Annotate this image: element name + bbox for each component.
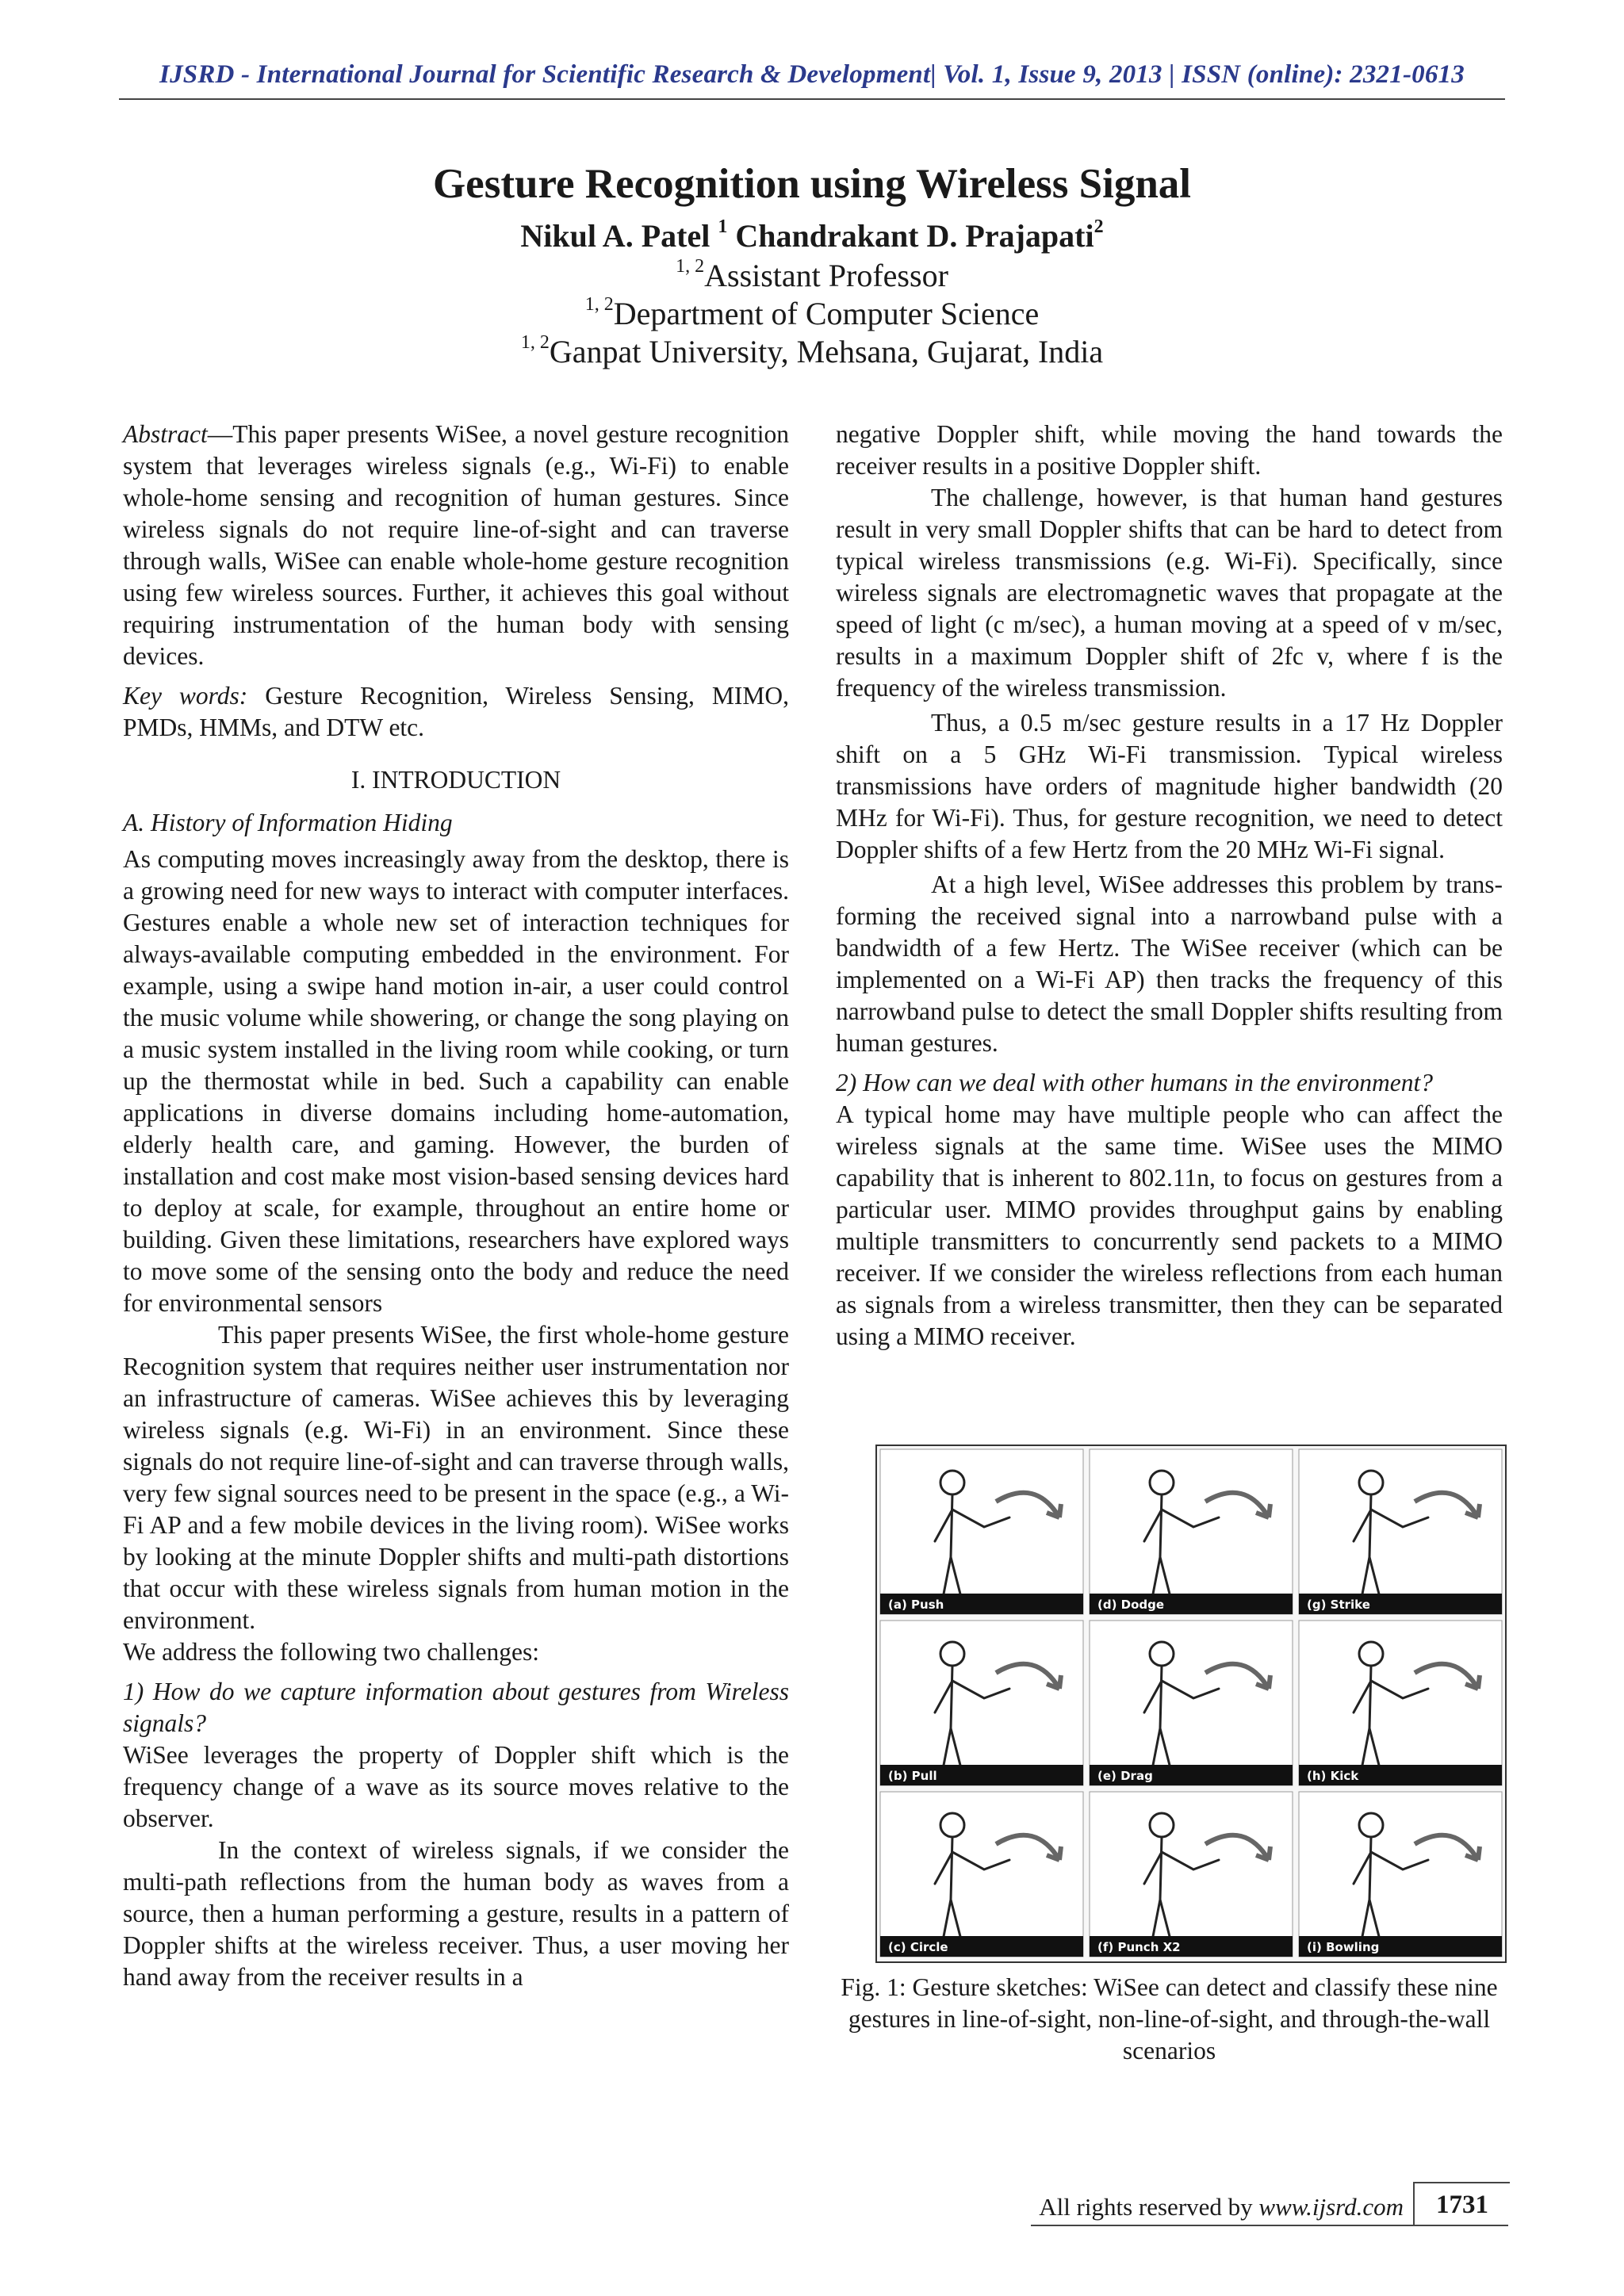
gesture-cell (1090, 1449, 1293, 1614)
gesture-cell (880, 1621, 1083, 1785)
paper-title: Gesture Recognition using Wireless Signal (432, 161, 1192, 207)
gesture-label: (f) Punch X2 (1097, 1940, 1181, 1954)
section-heading-introduction: I. INTRODUCTION (350, 766, 561, 794)
gesture-label: (e) Drag (1097, 1769, 1153, 1783)
footer-divider (1031, 2225, 1508, 2226)
paragraph: We address the following two challenges: (123, 1638, 539, 1666)
gesture-cell (1090, 1792, 1293, 1957)
footer-rights: All rights reserved by www.ijsrd.com (1039, 2193, 1404, 2221)
footer-site-link: www.ijsrd.com (1258, 2193, 1404, 2221)
gesture-label: (b) Pull (888, 1769, 937, 1783)
gesture-cell (880, 1449, 1083, 1614)
gesture-cell (1090, 1621, 1293, 1785)
paragraph: This paper presents WiSee, the first whole-home gesture Recognition system that requires neither user instrumentation nor an infrastructure of cameras. WiSee achieves this by leveraging wireless signals (e.g. Wi-Fi) in an environment. Since these signals do not require line-of-sight and can traverse through walls, very few signal sources need to be present in the space (e.g., a Wi-Fi AP and a few mobile devices in the living room). WiSee works by looking at the minute Doppler shifts and multi-path distortions that occur with these wireless signals from human motion in the environment. (123, 1321, 789, 1634)
page-number: 1731 (1413, 2182, 1510, 2226)
gesture-sketch-grid (877, 1446, 1505, 1961)
paragraph: WiSee leverages the property of Doppler shift which is the frequency change of a wave as its source moves relative to the observer. (123, 1741, 789, 1832)
figure-caption: Fig. 1: Gesture sketches: WiSee can detect and classify these nine gestures in line-of-sight, non-line-of-sight, and through-the-wall scenarios (841, 1973, 1498, 2064)
journal-header: IJSRD - International Journal for Scientific Research & Development| Vol. 1, Issue 9, 2013 | ISSN (online): 2321-0613 (159, 60, 1465, 89)
author-line (0, 217, 1624, 254)
keywords: Key words: Gesture Recognition, Wireless Sensing, MIMO, PMDs, HMMs, and DTW etc. (123, 682, 789, 741)
gesture-cell (1299, 1449, 1502, 1614)
paragraph: As computing moves increasingly away from the desktop, there is a growing need for new ways to interact with computer interfaces. Gestures enable a whole new set of interaction techniques for always-available computing embedded in the environment. For example, using a swipe hand motion in-air, a user could control the music volume while showering, or change the song playing on a music system installed in the living room while cooking, or turn up the thermostat while in bed. Such a capability can enable applications in diverse domains including home-automation, elderly health care, and gaming. However, the burden of installation and cost make most vision-based sensing devices hard to deploy at scale, for example, throughout an entire home or building. Given these limitations, researchers have explored ways to move some of the sensing onto the body and reduce the need for environmental sensors (123, 845, 789, 1317)
abstract: Abstract—This paper presents WiSee, a novel gesture recognition system that leverages wireless signals (e.g., Wi-Fi) to enable whole-home sensing and recognition of human gestures. Since wireless signals do not require line-of-sight and can traverse through walls, WiSee can enable whole-home gesture recognition using few wireless sources. Further, it achieves this goal without requiring instrumentation of the human body with sensing devices. (123, 420, 789, 670)
gesture-label: (h) Kick (1307, 1769, 1359, 1783)
gesture-cell (1299, 1792, 1502, 1957)
affiliation-3: $^{1, 2}$Ganpat University, Mehsana, Gujarat, India (520, 332, 1104, 369)
author-1-sup: 1 (718, 216, 728, 237)
paragraph: negative Doppler shift, while moving the hand towards the receiver results in a positive Doppler shift. (836, 420, 1503, 480)
paragraph: In the context of wireless signals, if we consider the multi-path reflections from the human body as waves from a source, then a human performing a gesture, results in a pattern of Doppler shifts at the wireless receiver. Thus, a user moving her hand away from the receiver results in a (123, 1836, 789, 1991)
subsection-heading: A. History of Information Hiding (123, 809, 453, 836)
gesture-label: (i) Bowling (1307, 1940, 1380, 1954)
gesture-label: (c) Circle (888, 1940, 948, 1954)
gesture-label: (d) Dodge (1097, 1598, 1165, 1612)
abstract-label: Abstract (123, 420, 208, 448)
gesture-cell (1299, 1621, 1502, 1785)
right-column (836, 419, 1503, 1353)
author-2-sup: 2 (1094, 216, 1104, 237)
gesture-label: (g) Strike (1307, 1598, 1370, 1612)
question-heading-1: 1) How do we capture information about gestures from Wireless signals? (123, 1678, 789, 1737)
gesture-cell (880, 1792, 1083, 1957)
affiliation-2: $^{1, 2}$Department of Computer Science (584, 294, 1040, 331)
left-column (123, 419, 789, 1993)
paragraph: The challenge, however, is that human hand gestures result in very small Doppler shifts that can be hard to detect from typical wireless transmissions (e.g. Wi-Fi). Specifically, since wireless signals are electromagnetic waves that propagate at the speed of light (c m/sec), a human moving at a speed of v m/sec, results in a maximum Doppler shift of 2fc v, where f is the frequency of the wireless transmission. (836, 484, 1503, 702)
header-divider (119, 98, 1505, 100)
paragraph: At a high level, WiSee addresses this problem by trans-forming the received signal into a narrowband pulse with a bandwidth of a few Hertz. The WiSee receiver (which can be implemented on a Wi-Fi AP) then tracks the frequency of this narrowband pulse to detect the small Doppler shifts resulting from human gestures. (836, 871, 1503, 1057)
affiliation-1: $^{1, 2}$Assistant Professor (676, 256, 948, 293)
gesture-label: (a) Push (888, 1598, 944, 1612)
paragraph: Thus, a 0.5 m/sec gesture results in a 17 Hz Doppler shift on a 5 GHz Wi-Fi transmission. Typical wireless transmissions have orders of magnitude higher bandwidth (20 MHz for Wi-Fi). Thus, for gesture recognition, we need to detect Doppler shifts of a few Hertz from the 20 MHz Wi-Fi signal. (836, 709, 1503, 863)
gesture-figure (875, 1445, 1507, 1963)
paragraph: A typical home may have multiple people who can affect the wireless signals at the same time. WiSee uses the MIMO capability that is inherent to 802.11n, to focus on gestures from a particular user. MIMO provides throughput gains by enabling multiple transmitters to concurrently send packets to a MIMO receiver. If we consider the wireless reflections from each human as signals from a wireless transmitter, then they can be separated using a MIMO receiver. (836, 1100, 1503, 1350)
author-1: Nikul A. Patel (520, 218, 710, 254)
author-2: Chandrakant D. Prajapati (735, 218, 1094, 254)
keywords-label: Key words: (123, 682, 248, 710)
question-heading-2: 2) How can we deal with other humans in the environment? (836, 1069, 1433, 1096)
